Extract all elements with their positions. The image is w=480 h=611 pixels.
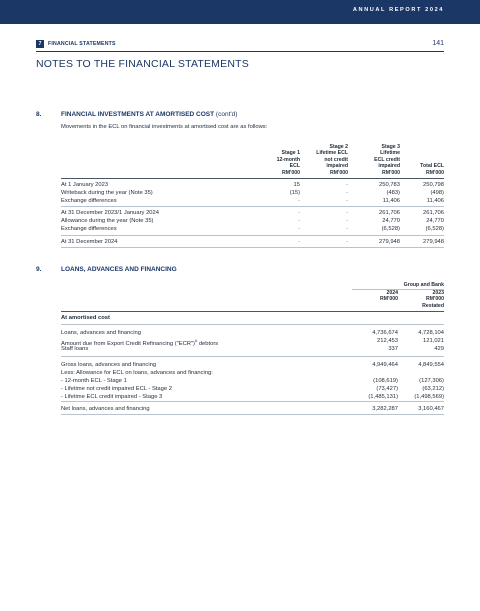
note8-row-label: Exchange differences <box>61 198 117 204</box>
note9-row-label-text: - 12-month ECL - Stage 1 <box>61 378 127 384</box>
note8-row-label: Allowance during the year (Note 35) <box>61 218 154 224</box>
note8-title: FINANCIAL INVESTMENTS AT AMORTISED COST (cont'd) <box>61 111 238 118</box>
note9-row-label <box>61 405 150 413</box>
note9-row-label-text: Amount due from Export Credit Refinancing ("ECR") <box>61 340 195 347</box>
note8-row <box>61 225 444 233</box>
note8-cell: 261,706 <box>423 210 444 216</box>
note9-subhead: At amortised cost <box>61 315 110 321</box>
note8-cell: 250,798 <box>423 182 444 188</box>
note9-row <box>61 361 444 369</box>
note9-cell-2024: (108,619) <box>373 378 398 384</box>
note9-row-label <box>61 345 88 353</box>
note8-row-label: Writeback during the year (Note 35) <box>61 190 153 196</box>
note9-footnote-mark: # <box>194 338 198 343</box>
note9-row-rule <box>61 356 444 357</box>
note8-row-label: At 31 December 2023/1 January 2024 <box>61 210 159 216</box>
note9-row-label-text: Net loans, advances and financing <box>61 406 150 412</box>
note9-col-header-line: 2023 <box>432 290 444 296</box>
note8-cell: - <box>298 210 300 216</box>
note8-cell: 24,770 <box>382 218 400 224</box>
note9-header-rule <box>61 311 444 312</box>
note8-row-rule <box>61 235 444 236</box>
note9-row-label-text: Loans, advances and financing <box>61 330 141 336</box>
note9-col-header-line: RM'000 <box>380 296 398 303</box>
note9-row-label <box>61 377 127 385</box>
note9-row-label-text: Gross loans, advances and financing <box>61 362 157 368</box>
note9-cell-2024: 4,949,464 <box>372 362 398 368</box>
note9-row <box>61 369 444 377</box>
note8-col-header-line: impaired <box>378 163 400 170</box>
note8-row-label: Exchange differences <box>61 226 117 232</box>
note9-row <box>61 405 444 413</box>
note8-cell: (6,528) <box>425 226 444 232</box>
note8-col-header-line: Lifetime <box>380 150 400 157</box>
note9-row-label-end: debtors <box>197 340 219 347</box>
note9-cell-2023: 4,728,104 <box>418 330 444 336</box>
note9-row-label <box>61 385 172 393</box>
note8-cell: - <box>346 182 348 188</box>
note9-cell-2024: (73,427) <box>376 386 398 392</box>
note8-cell: (498) <box>430 190 444 196</box>
note9-row <box>61 385 444 393</box>
note9-col-header-line: 2024 <box>386 290 398 296</box>
note8-cell: 15 <box>293 182 300 188</box>
note9-row-label-text: - Lifetime not credit impaired ECL - Stage 2 <box>61 386 172 392</box>
note8-cell: - <box>346 190 348 196</box>
note9-row <box>61 393 444 401</box>
note8-cell: 24,770 <box>426 218 444 224</box>
note9-cell-2024: 4,736,674 <box>372 330 398 336</box>
note8-col-header-line: not credit <box>324 156 348 163</box>
note8-row-rule <box>61 206 444 207</box>
note9-col-header-2024 <box>380 290 398 303</box>
annual-report-label: ANNUAL REPORT 2024 <box>352 7 444 13</box>
note9-cell-2024: 337 <box>388 346 398 352</box>
note8-col-header-3 <box>374 144 400 176</box>
note8-cell: 279,948 <box>379 239 400 245</box>
note9-row-rule <box>61 414 444 415</box>
note9-row-label-text: - Lifetime ECL credit impaired - Stage 3 <box>61 394 163 400</box>
note9-number: 9. <box>36 266 42 273</box>
note9-cell-2023: (127,306) <box>419 378 444 384</box>
note8-col-header-line: RM'000 <box>282 169 300 176</box>
note9-cell-2023: (1,498,569) <box>414 394 444 400</box>
note8-cell: 279,948 <box>423 239 444 245</box>
note9-row <box>61 377 444 385</box>
note9-row-rule <box>61 401 444 402</box>
note8-number: 8. <box>36 111 42 118</box>
note8-col-header-2 <box>316 144 348 176</box>
note8-col-header-line: Stage 3 <box>381 144 400 150</box>
note9-heading <box>36 266 177 273</box>
note8-cell: - <box>346 239 348 245</box>
section-title: FINANCIAL STATEMENTS <box>48 41 116 47</box>
note9-cell-2023: 4,849,554 <box>418 362 444 368</box>
note9-subhead-rule <box>61 324 444 325</box>
section-badge: 7 <box>36 40 44 48</box>
note8-cell: (6,528) <box>381 226 400 232</box>
note9-row <box>61 337 444 345</box>
note8-col-header-line: 12-month <box>276 156 300 163</box>
note8-row <box>61 189 444 197</box>
note9-cell-2024: 212,453 <box>377 338 398 344</box>
note9-title: LOANS, ADVANCES AND FINANCING <box>61 266 177 273</box>
note8-col-header-line: RM'000 <box>382 169 400 176</box>
note8-heading <box>36 111 237 118</box>
note8-col-header-line: Total ECL <box>420 163 444 170</box>
note8-intro: Movements in the ECL on financial investments at amortised cost are as follows: <box>61 124 268 130</box>
note8-row-rule <box>61 247 444 248</box>
note8-row <box>61 209 444 217</box>
note8-header-rule <box>61 178 444 179</box>
note8-cell: - <box>298 239 300 245</box>
note9-cell-2023: 121,021 <box>423 338 444 344</box>
note8-cell: - <box>298 198 300 204</box>
note8-col-header-line: RM'000 <box>330 169 348 176</box>
note9-row <box>61 345 444 353</box>
note9-row-label-text: Less: Allowance for ECL on loans, advances and financing: <box>61 370 213 376</box>
note8-col-header-line: impaired <box>326 163 348 170</box>
note8-cell: - <box>298 226 300 232</box>
note9-row-label <box>61 393 162 401</box>
note8-cell: - <box>346 218 348 224</box>
note8-col-header-line: ECL <box>289 163 300 170</box>
note9-group-label: Group and Bank <box>403 282 444 288</box>
note9-cell-2024: (1,485,131) <box>368 394 398 400</box>
note9-row-label-text: Staff loans <box>61 346 89 352</box>
note8-col-header-line: ECL credit <box>374 156 400 163</box>
note8-cell: - <box>346 210 348 216</box>
note8-col-header-line: RM'000 <box>426 169 444 176</box>
note9-cell-2024: 3,282,287 <box>372 406 398 412</box>
note8-cell: - <box>298 218 300 224</box>
note8-col-header-1 <box>277 150 300 176</box>
note9-col-header-line: RM'000 <box>426 296 444 303</box>
note9-row <box>61 329 444 337</box>
note9-cell-2023: 3,160,467 <box>418 406 444 412</box>
note8-row <box>61 197 444 205</box>
note8-row <box>61 217 444 225</box>
note8-cell: 250,783 <box>379 182 400 188</box>
note9-row-label <box>61 329 141 337</box>
note9-row-label <box>61 361 156 369</box>
note9-col-header-line: Restated <box>422 302 444 309</box>
page-title: NOTES TO THE FINANCIAL STATEMENTS <box>36 58 249 70</box>
note8-cell: 11,406 <box>426 198 444 204</box>
note8-cell: - <box>346 226 348 232</box>
note8-row <box>61 238 444 246</box>
top-banner <box>0 0 480 24</box>
note8-cell: - <box>346 198 348 204</box>
note8-cell: (15) <box>289 190 300 196</box>
note8-row-label: At 31 December 2024 <box>61 239 118 245</box>
note8-cell: 261,706 <box>379 210 400 216</box>
note8-row <box>61 181 444 189</box>
note9-cell-2023: 429 <box>434 346 444 352</box>
header-divider <box>36 51 444 52</box>
note9-cell-2023: (63,212) <box>422 386 444 392</box>
note8-cell: (483) <box>386 190 400 196</box>
note8-col-header-line: Lifetime ECL <box>316 150 348 157</box>
note8-col-header-line: Stage 2 <box>329 144 348 150</box>
note8-col-header-4 <box>420 163 444 176</box>
page-number: 141 <box>432 40 444 47</box>
note8-row-label: At 1 January 2023 <box>61 182 109 188</box>
note8-cell: 11,406 <box>382 198 400 204</box>
note9-col-header-2023 <box>422 290 444 309</box>
note8-col-header-line: Stage 1 <box>281 150 300 157</box>
note9-row-label <box>61 369 213 377</box>
section-header <box>36 40 116 48</box>
